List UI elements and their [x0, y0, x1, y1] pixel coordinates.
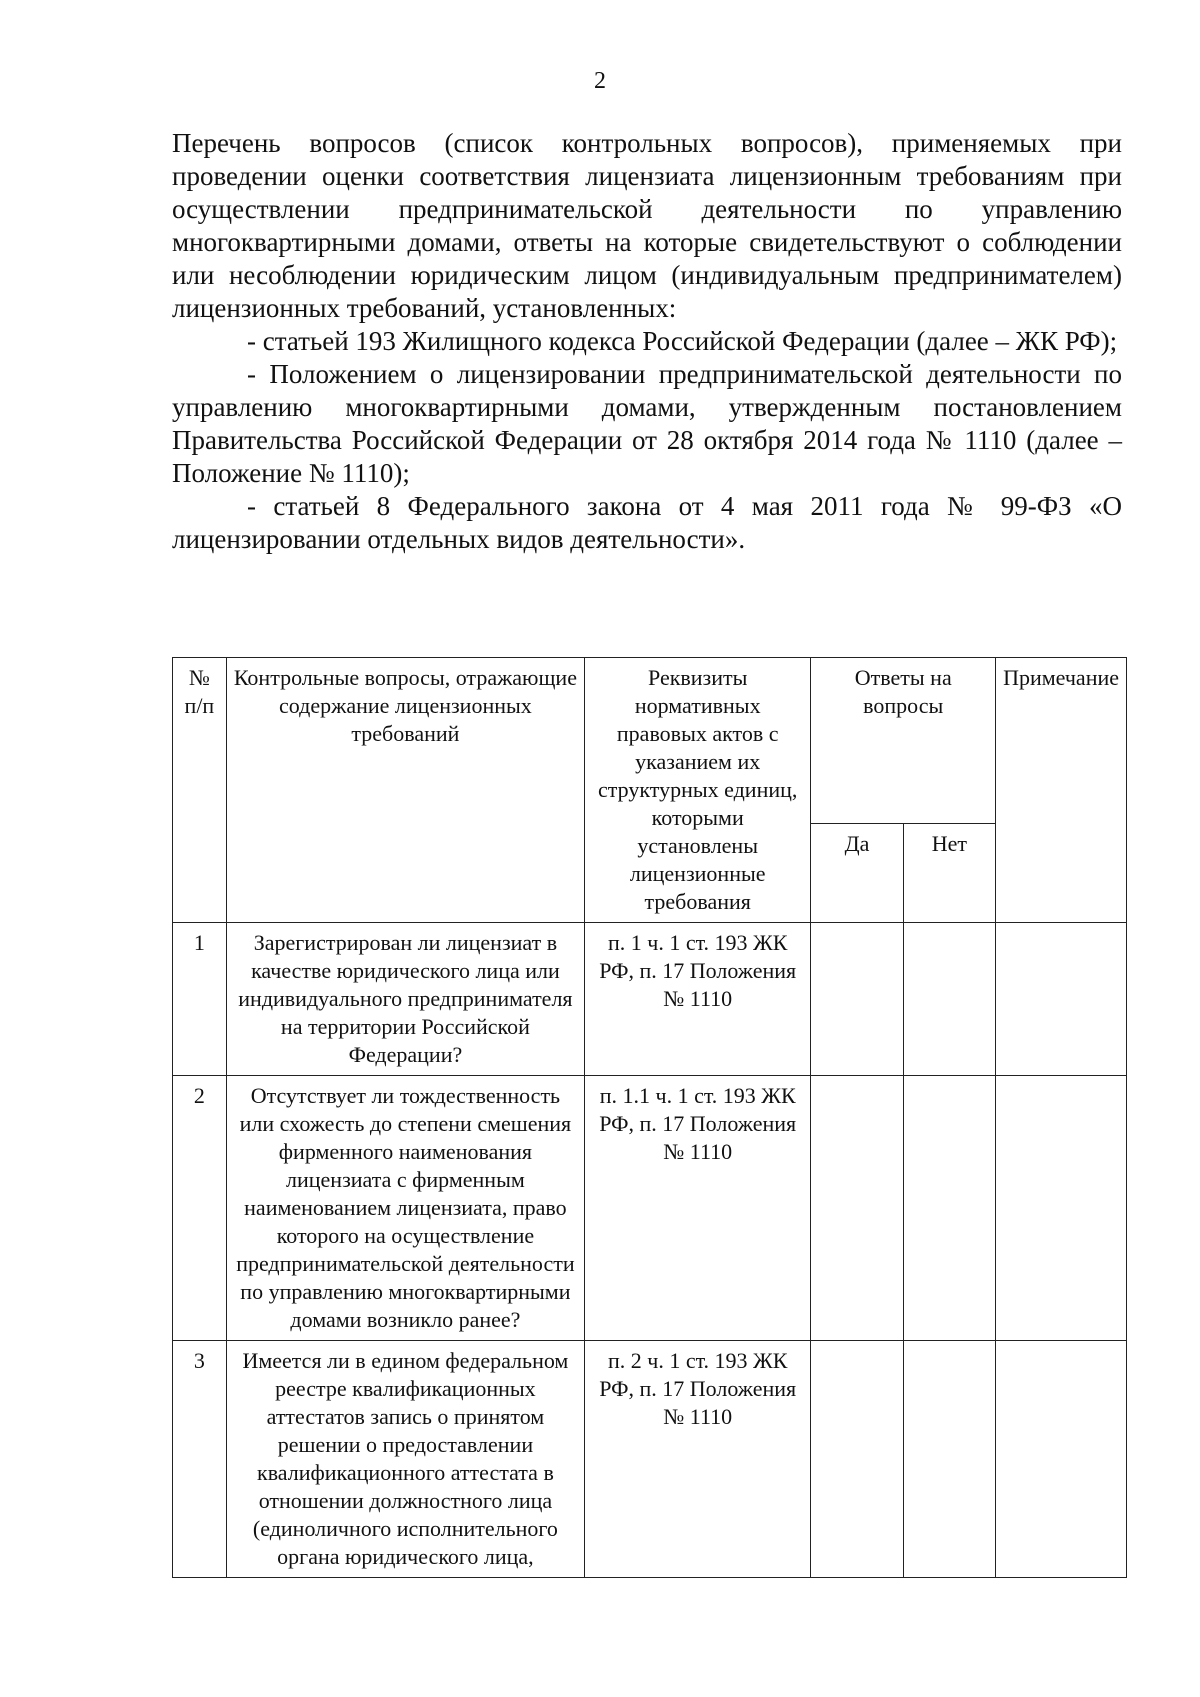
row-question: Имеется ли в едином федеральном реестре квалификационных аттестатов запись о принятом решении о предоставлении квалификационного аттестата в отношении должностного лица (единоличного исполнительного органа юридического лица,	[226, 1341, 584, 1578]
header-answers: Ответы на вопросы	[811, 658, 996, 824]
table-row	[173, 1341, 1127, 1578]
intro-text	[172, 127, 1122, 556]
row-question: Зарегистрирован ли лицензиат в качестве юридического лица или индивидуального предпринимателя на территории Российской Федерации?	[226, 923, 584, 1076]
header-note: Примечание	[996, 658, 1127, 923]
intro-item-1: - статьей 193 Жилищного кодекса Российской Федерации (далее – ЖК РФ);	[247, 326, 1118, 356]
row-no[interactable]	[903, 1341, 995, 1578]
row-num: 2	[173, 1076, 227, 1341]
row-note[interactable]	[996, 923, 1127, 1076]
row-no[interactable]	[903, 923, 995, 1076]
intro-item-3: - статьей 8 Федерального закона от 4 мая 2011 года № 99-ФЗ «О лицензировании отдельных видов деятельности».	[172, 491, 1122, 554]
table-header-row	[173, 658, 1127, 824]
row-yes[interactable]	[811, 1341, 903, 1578]
row-yes[interactable]	[811, 1076, 903, 1341]
intro-paragraph: Перечень вопросов (список контрольных вопросов), применяемых при проведении оценки соответствия лицензиата лицензионным требованиям при осуществлении предпринимательской деятельности по управлению многоквартирными домами, ответы на которые свидетельствуют о соблюдении или несоблюдении юридическим лицом (индивидуальным предпринимателем) лицензионных требований, установленных:	[172, 128, 1122, 323]
row-note[interactable]	[996, 1076, 1127, 1341]
row-no[interactable]	[903, 1076, 995, 1341]
intro-item-2: - Положением о лицензировании предпринимательской деятельности по управлению многоквартирными домами, утвержденным постановлением Правительства Российской Федерации от 28 октября 2014 года № 1110 (далее – Положение № 1110);	[172, 359, 1122, 488]
table-row	[173, 1076, 1127, 1341]
row-note[interactable]	[996, 1341, 1127, 1578]
header-num: № п/п	[173, 658, 227, 923]
row-num: 3	[173, 1341, 227, 1578]
page-number: 2	[594, 68, 606, 94]
header-requisites: Реквизиты нормативных правовых актов с указанием их структурных единиц, которыми установлены лицензионные требования	[585, 658, 811, 923]
header-no: Нет	[903, 824, 995, 923]
checklist-table	[172, 657, 1127, 1578]
row-requisites: п. 1.1 ч. 1 ст. 193 ЖК РФ, п. 17 Положения № 1110	[585, 1076, 811, 1341]
row-question: Отсутствует ли тождественность или схожесть до степени смешения фирменного наименования лицензиата с фирменным наименованием лицензиата, право которого на осуществление предпринимательской деятельности по управлению многоквартирными домами возникло ранее?	[226, 1076, 584, 1341]
row-requisites: п. 1 ч. 1 ст. 193 ЖК РФ, п. 17 Положения № 1110	[585, 923, 811, 1076]
row-requisites: п. 2 ч. 1 ст. 193 ЖК РФ, п. 17 Положения № 1110	[585, 1341, 811, 1578]
header-yes: Да	[811, 824, 903, 923]
row-num: 1	[173, 923, 227, 1076]
row-yes[interactable]	[811, 923, 903, 1076]
table-row	[173, 923, 1127, 1076]
header-question: Контрольные вопросы, отражающие содержание лицензионных требований	[226, 658, 584, 923]
